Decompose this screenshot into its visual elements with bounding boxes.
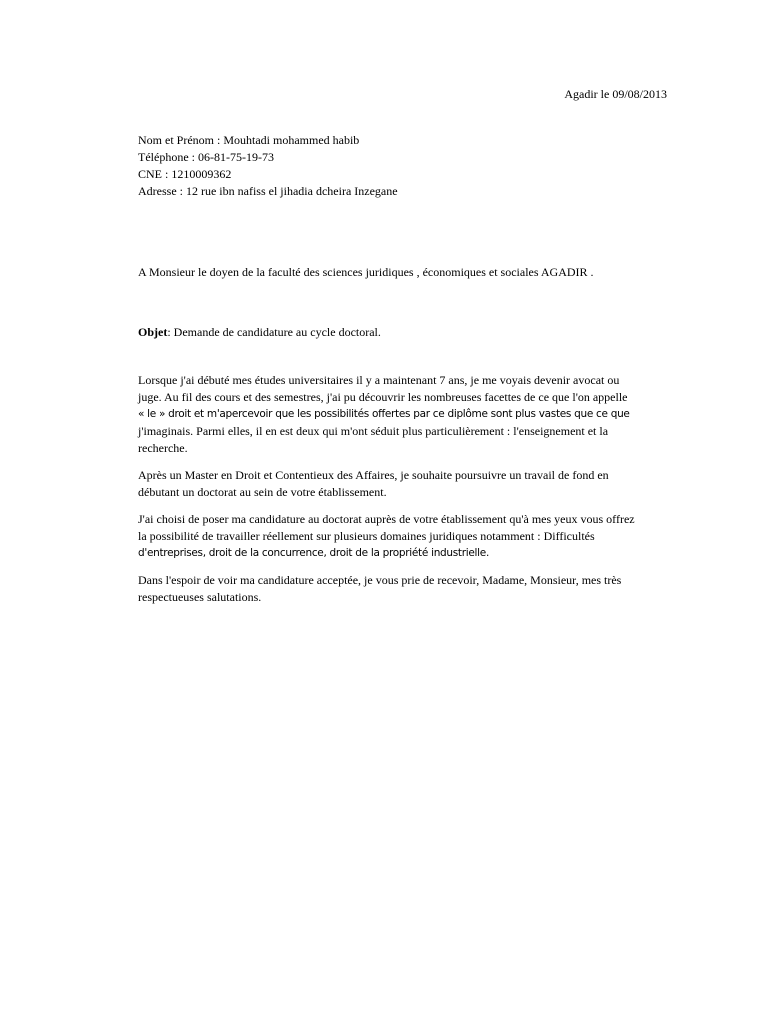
letter-body — [138, 372, 678, 616]
object-line — [138, 324, 381, 341]
paragraph-line: j'imaginais. Parmi elles, il en est deux qui m'ont séduit plus particulièrement : l'enseignement et la — [138, 424, 609, 438]
object-text: : Demande de candidature au cycle doctoral. — [167, 325, 381, 339]
paragraph-line: la possibilité de travailler réellement sur plusieurs domaines juridiques notamment : Difficultés — [138, 529, 595, 543]
sender-block — [138, 132, 398, 200]
paragraph-line: J'ai choisi de poser ma candidature au doctorat auprès de votre établissement qu'à mes yeux vous offrez — [138, 512, 635, 526]
letter-date: Agadir le 09/08/2013 — [564, 87, 667, 101]
paragraph-4 — [138, 572, 678, 606]
paragraph-line: juge. Au fil des cours et des semestres, j'ai pu découvrir les nombreuses facettes de ce que l'on appelle — [138, 390, 628, 404]
sender-address: Adresse : 12 rue ibn nafiss el jihadia dcheira Inzegane — [138, 184, 398, 198]
paragraph-3 — [138, 511, 678, 562]
sender-name: Nom et Prénom : Mouhtadi mohammed habib — [138, 133, 360, 147]
paragraph-line: respectueuses salutations. — [138, 590, 262, 604]
paragraph-line: recherche. — [138, 441, 188, 455]
recipient-line: A Monsieur le doyen de la faculté des sciences juridiques , économiques et sociales AGADIR . — [138, 265, 594, 279]
paragraph-line: débutant un doctorat au sein de votre établissement. — [138, 485, 387, 499]
paragraph-line: Dans l'espoir de voir ma candidature acceptée, je vous prie de recevoir, Madame, Monsieur, mes très — [138, 573, 622, 587]
paragraph-line: « le » droit et m'apercevoir que les possibilités offertes par ce diplôme sont plus vastes que ce que — [138, 408, 630, 420]
paragraph-line: Lorsque j'ai débuté mes études universitaires il y a maintenant 7 ans, je me voyais devenir avocat ou — [138, 373, 620, 387]
paragraph-line: Après un Master en Droit et Contentieux des Affaires, je souhaite poursuivre un travail de fond en — [138, 468, 609, 482]
sender-phone: Téléphone : 06-81-75-19-73 — [138, 150, 274, 164]
paragraph-line: d'entreprises, droit de la concurrence, droit de la propriété industrielle. — [138, 547, 489, 559]
paragraph-2 — [138, 467, 678, 501]
sender-cne: CNE : 1210009362 — [138, 167, 232, 181]
paragraph-1 — [138, 372, 678, 457]
object-label: Objet — [138, 325, 168, 339]
